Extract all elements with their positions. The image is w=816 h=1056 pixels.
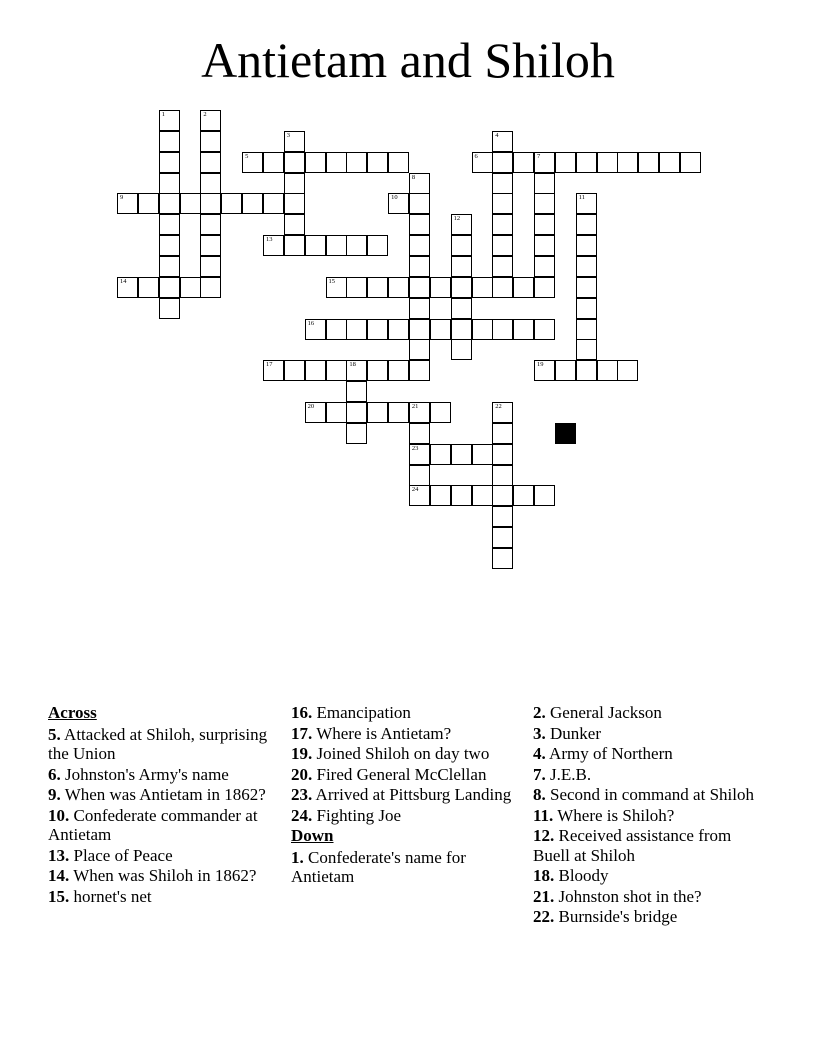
clue-text: Received assistance from Buell at Shiloh: [533, 826, 732, 865]
grid-cell[interactable]: [409, 277, 430, 298]
clue-number: 6.: [48, 764, 61, 784]
grid-cell[interactable]: [367, 152, 388, 173]
grid-cell[interactable]: [451, 298, 472, 319]
grid-cell[interactable]: [388, 277, 409, 298]
grid-cell[interactable]: [346, 152, 367, 173]
grid-cell[interactable]: [326, 152, 347, 173]
grid-cell[interactable]: [451, 339, 472, 360]
clue-number-label: 3: [286, 131, 291, 139]
grid-cell[interactable]: [534, 235, 555, 256]
grid-cell[interactable]: [326, 319, 347, 340]
grid-cell[interactable]: [430, 319, 451, 340]
grid-cell[interactable]: [367, 235, 388, 256]
clue-text: Emancipation: [312, 703, 411, 722]
grid-cell[interactable]: [472, 485, 493, 506]
clue-number-label: 8: [411, 173, 416, 181]
grid-cell[interactable]: [159, 110, 180, 131]
grid-cell[interactable]: [451, 235, 472, 256]
across-clue-list-2: [291, 703, 526, 825]
grid-cell[interactable]: [513, 277, 534, 298]
clue-number: 7.: [533, 764, 546, 784]
clue-item: [291, 724, 526, 744]
grid-cell[interactable]: [409, 298, 430, 319]
grid-cell[interactable]: [200, 277, 221, 298]
grid-cell[interactable]: [492, 131, 513, 152]
grid-cell[interactable]: [430, 444, 451, 465]
clue-item: [533, 887, 768, 907]
grid-cell[interactable]: [472, 444, 493, 465]
clue-number: 12.: [533, 826, 555, 845]
clue-number-label: 11: [578, 194, 585, 202]
grid-cell[interactable]: [409, 339, 430, 360]
grid-cell[interactable]: [263, 152, 284, 173]
grid-cell[interactable]: [326, 235, 347, 256]
clue-text: Burnside's bridge: [554, 907, 678, 926]
clue-number: 13.: [48, 845, 70, 865]
grid-cell[interactable]: [597, 360, 618, 381]
grid-cell[interactable]: [367, 402, 388, 423]
grid-cell[interactable]: [534, 193, 555, 214]
grid-cell[interactable]: [326, 360, 347, 381]
clue-number-label: 17: [266, 361, 273, 369]
grid-cell[interactable]: [159, 193, 180, 214]
clue-item: [48, 785, 283, 805]
clue-number-label: 23: [411, 444, 419, 452]
grid-cell[interactable]: [117, 277, 138, 298]
clue-number: 16.: [291, 703, 313, 722]
grid-cell[interactable]: [200, 131, 221, 152]
grid-cell[interactable]: [451, 214, 472, 235]
grid-cell[interactable]: [409, 256, 430, 277]
grid-cell[interactable]: [659, 152, 680, 173]
grid-cell[interactable]: [346, 381, 367, 402]
grid-cell[interactable]: [409, 485, 430, 506]
grid-cell[interactable]: [200, 173, 221, 194]
grid-cell[interactable]: [409, 360, 430, 381]
grid-cell[interactable]: [492, 173, 513, 194]
clue-item: [533, 806, 768, 826]
grid-cell[interactable]: [346, 235, 367, 256]
clue-text: Where is Shiloh?: [553, 805, 675, 825]
grid-cell[interactable]: [555, 152, 576, 173]
clue-number: 8.: [533, 785, 546, 804]
grid-cell[interactable]: [180, 193, 201, 214]
grid-cell[interactable]: [159, 298, 180, 319]
grid-cell[interactable]: [492, 319, 513, 340]
grid-cell[interactable]: [388, 402, 409, 423]
grid-cell[interactable]: [138, 277, 159, 298]
clue-text: Johnston's Army's name: [60, 764, 229, 784]
clue-number: 19.: [291, 744, 313, 763]
clue-number-label: 5: [245, 152, 249, 160]
grid-cell[interactable]: [159, 235, 180, 256]
clue-item: [48, 887, 283, 907]
grid-cell[interactable]: [576, 256, 597, 277]
grid-cell[interactable]: [200, 193, 221, 214]
clue-item: [291, 848, 526, 887]
grid-cell[interactable]: [576, 193, 597, 214]
grid-cell[interactable]: [409, 402, 430, 423]
clue-number-label: 14: [120, 277, 127, 285]
clue-text: Fired General McClellan: [312, 764, 487, 784]
grid-cell[interactable]: [492, 152, 513, 173]
grid-cell[interactable]: [388, 152, 409, 173]
clue-item: [48, 846, 283, 866]
clue-number: 14.: [48, 866, 70, 885]
grid-cell[interactable]: [159, 256, 180, 277]
clue-number-label: 7: [537, 152, 541, 160]
clue-text: Bloody: [554, 866, 609, 885]
grid-cell[interactable]: [409, 173, 430, 194]
grid-cell[interactable]: [346, 277, 367, 298]
grid-cell[interactable]: [430, 402, 451, 423]
grid-cell[interactable]: [159, 152, 180, 173]
grid-cell[interactable]: [617, 152, 638, 173]
clue-text: Army of Northern: [545, 744, 673, 763]
grid-cell[interactable]: [409, 193, 430, 214]
grid-cell[interactable]: [409, 235, 430, 256]
grid-cell[interactable]: [284, 360, 305, 381]
clue-item: [48, 765, 283, 785]
grid-cell[interactable]: [326, 402, 347, 423]
grid-cell[interactable]: [263, 193, 284, 214]
clue-number: 5.: [48, 724, 61, 744]
clue-text: Dunker: [545, 723, 601, 743]
grid-cell[interactable]: [346, 360, 367, 381]
clue-number-label: 22: [495, 402, 502, 410]
grid-cell[interactable]: [576, 339, 597, 360]
grid-cell[interactable]: [367, 319, 388, 340]
clue-item: [533, 703, 768, 723]
clue-number: 1.: [291, 847, 304, 867]
grid-cell[interactable]: [284, 235, 305, 256]
grid-cell[interactable]: [451, 485, 472, 506]
grid-cell[interactable]: [513, 319, 534, 340]
grid-cell[interactable]: [492, 506, 513, 527]
grid-cell[interactable]: [492, 527, 513, 548]
grid-cell[interactable]: [451, 319, 472, 340]
clue-item: [533, 765, 768, 785]
grid-cell[interactable]: [534, 152, 555, 173]
grid-cell[interactable]: [597, 152, 618, 173]
grid-cell[interactable]: [305, 360, 326, 381]
clue-number: 15.: [48, 886, 70, 906]
grid-cell[interactable]: [200, 256, 221, 277]
grid-cell[interactable]: [472, 277, 493, 298]
grid-cell[interactable]: [638, 152, 659, 173]
clue-number: 9.: [48, 785, 61, 804]
clue-number: 23.: [291, 785, 313, 804]
grid-cell[interactable]: [305, 235, 326, 256]
grid-cell[interactable]: [451, 256, 472, 277]
clue-text: When was Shiloh in 1862?: [69, 866, 257, 885]
grid-cell[interactable]: [242, 193, 263, 214]
grid-cell[interactable]: [284, 152, 305, 173]
grid-cell[interactable]: [451, 444, 472, 465]
clues-column-2: [291, 703, 526, 888]
grid-cell[interactable]: [200, 235, 221, 256]
grid-cell[interactable]: [492, 444, 513, 465]
clue-item: [291, 765, 526, 785]
grid-cell[interactable]: [305, 402, 326, 423]
clue-item: [533, 866, 768, 886]
clue-item: [533, 744, 768, 764]
grid-cell[interactable]: [346, 423, 367, 444]
grid-cell[interactable]: [409, 444, 430, 465]
grid-cell[interactable]: [388, 193, 409, 214]
clue-number: 4.: [533, 744, 546, 763]
grid-cell[interactable]: [576, 277, 597, 298]
clue-number: 11.: [533, 805, 554, 825]
grid-cell[interactable]: [472, 152, 493, 173]
grid-cell[interactable]: [576, 235, 597, 256]
clue-number-label: 18: [349, 361, 356, 369]
grid-cell[interactable]: [534, 319, 555, 340]
across-clue-list-1: [48, 725, 283, 907]
grid-cell[interactable]: [200, 110, 221, 131]
grid-cell[interactable]: [534, 360, 555, 381]
grid-cell[interactable]: [159, 277, 180, 298]
clue-item: [533, 907, 768, 927]
grid-cell[interactable]: [555, 360, 576, 381]
clue-number-label: 19: [537, 361, 544, 369]
grid-cell[interactable]: [388, 319, 409, 340]
clue-text: Joined Shiloh on day two: [312, 744, 490, 763]
clue-number-label: 1: [161, 111, 165, 118]
grid-cell[interactable]: [534, 277, 555, 298]
clue-number: 18.: [533, 866, 555, 885]
clue-number-label: 9: [120, 194, 124, 202]
grid-cell[interactable]: [534, 256, 555, 277]
clue-number-label: 4: [495, 131, 499, 139]
grid-cell[interactable]: [409, 423, 430, 444]
grid-cell[interactable]: [242, 152, 263, 173]
grid-cell[interactable]: [284, 131, 305, 152]
grid-cell[interactable]: [159, 131, 180, 152]
grid-cell[interactable]: [346, 319, 367, 340]
clue-text: J.E.B.: [545, 764, 592, 784]
clue-number-label: 13: [266, 236, 273, 244]
grid-cell[interactable]: [159, 173, 180, 194]
grid-cell[interactable]: [492, 235, 513, 256]
clue-text: General Jackson: [545, 703, 662, 722]
grid-cell[interactable]: [138, 193, 159, 214]
down-clue-list-1: [291, 848, 526, 887]
clue-number-label: 24: [411, 486, 419, 494]
grid-cell[interactable]: [200, 214, 221, 235]
clue-number-label: 15: [328, 277, 335, 285]
grid-cell[interactable]: [367, 360, 388, 381]
clue-item: [533, 826, 768, 865]
clue-number: 20.: [291, 764, 313, 784]
grid-cell[interactable]: [492, 277, 513, 298]
clue-item: [291, 744, 526, 764]
clue-item: [48, 866, 283, 886]
grid-cell[interactable]: [576, 319, 597, 340]
clue-item: [533, 724, 768, 744]
clue-text: Confederate's name for Antietam: [291, 847, 466, 886]
clue-number-label: 21: [411, 402, 419, 410]
grid-cell[interactable]: [409, 214, 430, 235]
grid-cell[interactable]: [492, 256, 513, 277]
grid-cell[interactable]: [263, 360, 284, 381]
clue-text: Second in command at Shiloh: [545, 785, 754, 804]
grid-cell[interactable]: [492, 548, 513, 569]
grid-cell[interactable]: [492, 485, 513, 506]
clue-number-label: 20: [307, 402, 315, 410]
across-header: Across: [48, 703, 97, 722]
clue-item: [533, 785, 768, 805]
clue-text: Attacked at Shiloh, surprising the Union: [48, 724, 268, 763]
grid-cell[interactable]: [492, 465, 513, 486]
clue-text: Johnston shot in the?: [554, 886, 702, 906]
clue-number-label: 12: [453, 215, 461, 223]
clue-text: Where is Antietam?: [312, 723, 452, 743]
grid-cell[interactable]: [200, 152, 221, 173]
grid-cell[interactable]: [263, 235, 284, 256]
grid-cell[interactable]: [492, 193, 513, 214]
grid-cell[interactable]: [305, 152, 326, 173]
grid-cell[interactable]: [284, 193, 305, 214]
clue-number: 24.: [291, 805, 313, 825]
grid-cell[interactable]: [117, 193, 138, 214]
grid-cell[interactable]: [451, 277, 472, 298]
clue-item: [291, 806, 526, 826]
grid-cell[interactable]: [492, 214, 513, 235]
clue-text: Place of Peace: [69, 845, 173, 865]
puzzle-title: Antietam and Shiloh: [201, 32, 615, 88]
clue-item: [48, 725, 283, 764]
clue-number: 22.: [533, 907, 555, 926]
clue-text: Arrived at Pittsburg Landing: [312, 785, 512, 804]
grid-cell[interactable]: [221, 193, 242, 214]
down-header: Down: [291, 826, 334, 845]
clue-item: [48, 806, 283, 845]
down-clue-list-2: [533, 703, 768, 927]
clue-number-label: 16: [307, 319, 315, 327]
grid-cell[interactable]: [534, 173, 555, 194]
grid-cell[interactable]: [492, 402, 513, 423]
clue-item: [291, 703, 526, 723]
grid-cell[interactable]: [367, 277, 388, 298]
grid-cell[interactable]: [492, 423, 513, 444]
grid-cell[interactable]: [326, 277, 347, 298]
grid-cell[interactable]: [346, 402, 367, 423]
clue-text: When was Antietam in 1862?: [60, 785, 266, 804]
grid-cell[interactable]: [617, 360, 638, 381]
clue-text: hornet's net: [69, 886, 152, 906]
grid-cell[interactable]: [409, 465, 430, 486]
clue-number: 10.: [48, 805, 70, 825]
grid-cell[interactable]: [472, 319, 493, 340]
clues-column-1: [48, 703, 283, 907]
grid-cell[interactable]: [409, 319, 430, 340]
clue-number-label: 10: [391, 194, 398, 202]
grid-cell[interactable]: [534, 214, 555, 235]
grid-cell[interactable]: [576, 152, 597, 173]
grid-cell[interactable]: [388, 360, 409, 381]
grid-cell[interactable]: [576, 214, 597, 235]
clue-text: Fighting Joe: [312, 805, 402, 825]
clues-column-3: [533, 703, 768, 928]
grid-cell[interactable]: [513, 152, 534, 173]
grid-cell[interactable]: [284, 173, 305, 194]
grid-cell[interactable]: [534, 485, 555, 506]
clue-text: Confederate commander at Antietam: [48, 805, 258, 844]
grid-cell[interactable]: [159, 214, 180, 235]
clue-number: 2.: [533, 703, 546, 722]
clue-number-label: 2: [203, 111, 207, 118]
grid-cell[interactable]: [305, 319, 326, 340]
grid-cell[interactable]: [576, 298, 597, 319]
clue-number: 17.: [291, 723, 313, 743]
clue-number-label: 6: [474, 152, 478, 160]
clue-item: [291, 785, 526, 805]
grid-cell[interactable]: [680, 152, 701, 173]
clue-number: 21.: [533, 886, 555, 906]
grid-cell[interactable]: [430, 485, 451, 506]
grid-cell[interactable]: [180, 277, 201, 298]
grid-cell[interactable]: [576, 360, 597, 381]
grid-cell[interactable]: [430, 277, 451, 298]
clue-number: 3.: [533, 723, 546, 743]
grid-block: [555, 423, 576, 444]
grid-cell[interactable]: [284, 214, 305, 235]
grid-cell[interactable]: [513, 485, 534, 506]
